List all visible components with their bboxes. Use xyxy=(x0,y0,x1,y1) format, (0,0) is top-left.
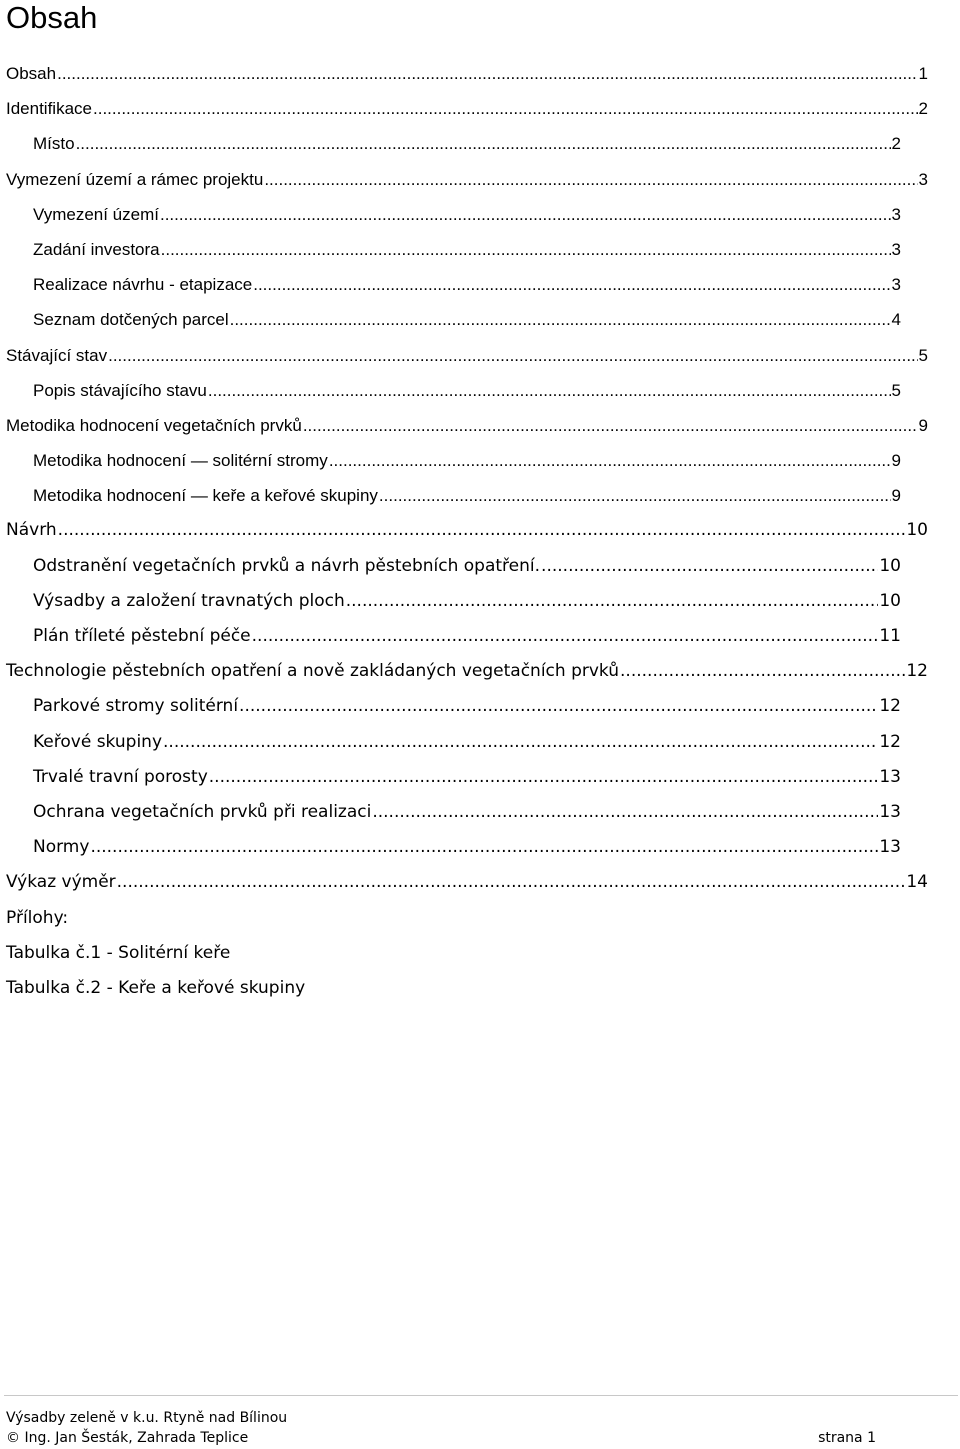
toc-entry-page: 1 xyxy=(918,64,928,83)
toc-entry-page: 5 xyxy=(891,380,901,400)
toc-entry-page: 10 xyxy=(879,555,901,576)
page-footer xyxy=(6,1408,876,1448)
toc-entry-label: Návrh xyxy=(6,520,57,541)
toc-dot-leader xyxy=(303,408,918,443)
toc-entry[interactable] xyxy=(0,443,901,478)
toc-entry-label: Keřové skupiny xyxy=(33,731,163,752)
toc-entry[interactable] xyxy=(0,267,901,302)
toc-entry-label: Identifikace xyxy=(6,99,92,119)
toc-dot-leader xyxy=(346,584,879,619)
toc-entry-label: Ochrana vegetačních prvků při realizaci xyxy=(33,801,372,822)
toc-entry[interactable] xyxy=(0,513,928,548)
toc-dot-leader xyxy=(329,443,891,478)
toc-entry-label: Popis stávajícího stavu xyxy=(33,380,207,400)
toc-entry-label: Plán tříleté pěstební péče xyxy=(33,626,251,646)
toc-dot-leader xyxy=(93,91,918,126)
toc-entry-label: Stávající stav xyxy=(6,345,108,365)
toc-dot-leader xyxy=(208,373,891,408)
toc-entry-label: Normy xyxy=(33,837,90,858)
toc-entry[interactable] xyxy=(0,619,901,654)
toc-entry-label: Odstranění vegetačních prvků a návrh pěstebních opatření. xyxy=(33,555,541,576)
table-of-contents xyxy=(0,56,960,1006)
toc-dot-leader xyxy=(379,478,891,513)
toc-entry[interactable] xyxy=(0,865,928,900)
toc-entry-page: 10 xyxy=(906,520,928,541)
toc-entry-page: 3 xyxy=(891,239,901,259)
toc-entry-label: Obsah xyxy=(6,64,57,83)
toc-entry-label: Výsadby a založení travnatých ploch xyxy=(33,590,345,611)
toc-entry-page: 11 xyxy=(879,626,901,646)
attachment-item: Tabulka č.1 - Solitérní keře xyxy=(6,942,231,963)
toc-entry-page: 13 xyxy=(879,801,901,822)
footer-divider xyxy=(4,1395,958,1396)
toc-entry[interactable] xyxy=(0,549,901,584)
toc-entry-page: 12 xyxy=(906,661,928,682)
toc-dot-leader xyxy=(163,725,878,760)
toc-entry-label: Zadání investora xyxy=(33,239,160,259)
attachments-heading: Přílohy: xyxy=(6,907,69,928)
toc-entry-label: Místo xyxy=(33,134,75,154)
toc-entry[interactable] xyxy=(0,760,901,795)
toc-entry-label: Seznam dotčených parcel xyxy=(33,310,229,330)
toc-entry-page: 12 xyxy=(879,696,901,717)
toc-entry-page: 9 xyxy=(918,415,928,435)
toc-entry-label: Vymezení území a rámec projektu xyxy=(6,169,264,189)
footer-author: © Ing. Jan Šesták, Zahrada Teplice xyxy=(6,1430,249,1446)
toc-dot-leader xyxy=(372,795,878,830)
toc-dot-leader xyxy=(90,830,878,865)
toc-entry-page: 2 xyxy=(918,99,928,119)
toc-entry[interactable] xyxy=(0,654,928,689)
toc-entry[interactable] xyxy=(0,197,901,232)
toc-entry[interactable] xyxy=(0,408,928,443)
toc-dot-leader xyxy=(161,232,891,267)
toc-entry-page: 10 xyxy=(879,590,901,611)
toc-entry-label: Metodika hodnocení — keře a keřové skupiny xyxy=(33,486,378,506)
toc-entry-label: Výkaz výměr xyxy=(6,872,116,893)
page-title: Obsah xyxy=(6,0,98,35)
toc-entry-page: 4 xyxy=(891,310,901,330)
toc-dot-leader xyxy=(76,126,891,161)
toc-entry-label: Vymezení území xyxy=(33,204,159,224)
toc-entry-label: Parkové stromy solitérní xyxy=(33,696,239,717)
toc-entry-label: Technologie pěstebních opatření a nově zakládaných vegetačních prvků xyxy=(6,661,620,682)
toc-entry[interactable] xyxy=(0,302,901,337)
toc-entry-page: 9 xyxy=(891,451,901,471)
footer-page-number: strana 1 xyxy=(818,1430,876,1446)
toc-dot-leader xyxy=(230,302,891,337)
toc-entry-page: 3 xyxy=(891,275,901,295)
toc-entry-label: Metodika hodnocení vegetačních prvků xyxy=(6,415,302,435)
toc-entry-label: Metodika hodnocení — solitérní stromy xyxy=(33,451,328,471)
toc-dot-leader xyxy=(239,689,878,724)
toc-entry[interactable] xyxy=(0,338,928,373)
toc-entry-page: 13 xyxy=(879,837,901,858)
toc-entry-page: 3 xyxy=(918,169,928,189)
toc-dot-leader xyxy=(264,162,917,197)
toc-entry-page: 3 xyxy=(891,204,901,224)
toc-entry-page: 2 xyxy=(891,134,901,154)
attachment-item: Tabulka č.2 - Keře a keřové skupiny xyxy=(6,977,306,998)
toc-dot-leader xyxy=(252,619,879,654)
toc-entry-label: Realizace návrhu - etapizace xyxy=(33,275,253,295)
toc-dot-leader xyxy=(541,549,878,584)
toc-entry[interactable] xyxy=(0,162,928,197)
toc-dot-leader xyxy=(253,267,890,302)
toc-entry-label: Trvalé travní porosty xyxy=(33,766,208,787)
toc-entry[interactable] xyxy=(0,584,901,619)
toc-entry-page: 5 xyxy=(918,345,928,365)
toc-dot-leader xyxy=(160,197,891,232)
toc-dot-leader xyxy=(209,760,879,795)
toc-entry[interactable] xyxy=(0,830,901,865)
toc-entry[interactable] xyxy=(0,725,901,760)
toc-entry[interactable] xyxy=(0,478,901,513)
toc-entry[interactable] xyxy=(0,795,901,830)
toc-entry[interactable] xyxy=(0,689,901,724)
toc-entry-page: 9 xyxy=(891,486,901,506)
toc-dot-leader xyxy=(117,865,906,900)
toc-entry-page: 12 xyxy=(879,731,901,752)
toc-entry[interactable] xyxy=(0,232,901,267)
toc-dot-leader xyxy=(57,56,917,91)
toc-dot-leader xyxy=(58,513,906,548)
toc-dot-leader xyxy=(108,338,917,373)
toc-entry-page: 14 xyxy=(906,872,928,893)
toc-entry[interactable] xyxy=(0,373,901,408)
footer-project-title: Výsadby zeleně v k.u. Rtyně nad Bílinou xyxy=(6,1410,288,1426)
toc-entry[interactable] xyxy=(0,56,928,91)
toc-entry[interactable] xyxy=(0,126,901,161)
toc-dot-leader xyxy=(620,654,905,689)
toc-entry[interactable] xyxy=(0,91,928,126)
toc-entry-page: 13 xyxy=(879,766,901,787)
